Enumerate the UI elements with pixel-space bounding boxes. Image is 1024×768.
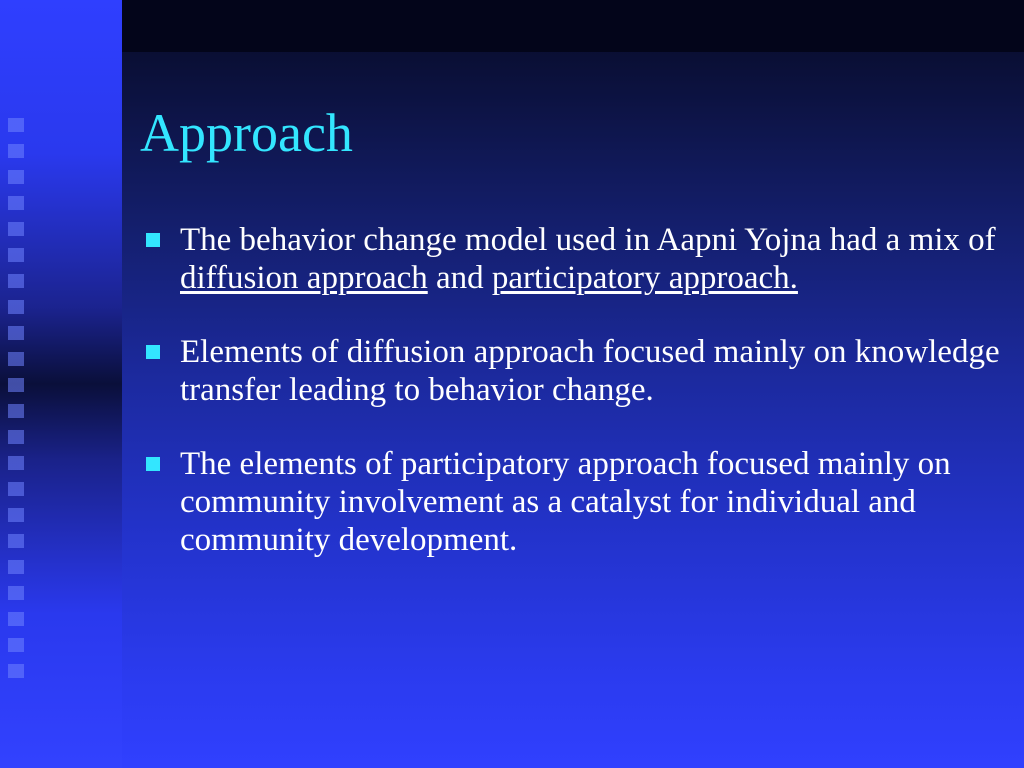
square-bullet-icon xyxy=(146,457,160,471)
diffusion-approach-link: diffusion approach xyxy=(180,260,428,296)
bullet-3-text: The elements of participatory approach focused mainly on community involvement as a catalyst for individual and community development. xyxy=(180,446,951,558)
bullet-1-text: The behavior change model used in Aapni Yojna had a mix of diffusion approach and participatory approach. xyxy=(180,222,996,296)
top-band xyxy=(122,0,1024,52)
participatory-approach-link: participatory approach. xyxy=(491,260,798,296)
bullet-item-2 xyxy=(140,333,1000,409)
bullet-item-1 xyxy=(140,221,1000,297)
bullet-list xyxy=(140,221,1000,559)
bullet-item-3 xyxy=(140,445,1000,559)
bullet-2-text: Elements of diffusion approach focused mainly on knowledge transfer leading to behavior change. xyxy=(180,334,1000,408)
decorative-squares xyxy=(8,118,24,678)
square-bullet-icon xyxy=(146,233,160,247)
square-bullet-icon xyxy=(146,345,160,359)
slide-title: Approach xyxy=(140,103,353,163)
